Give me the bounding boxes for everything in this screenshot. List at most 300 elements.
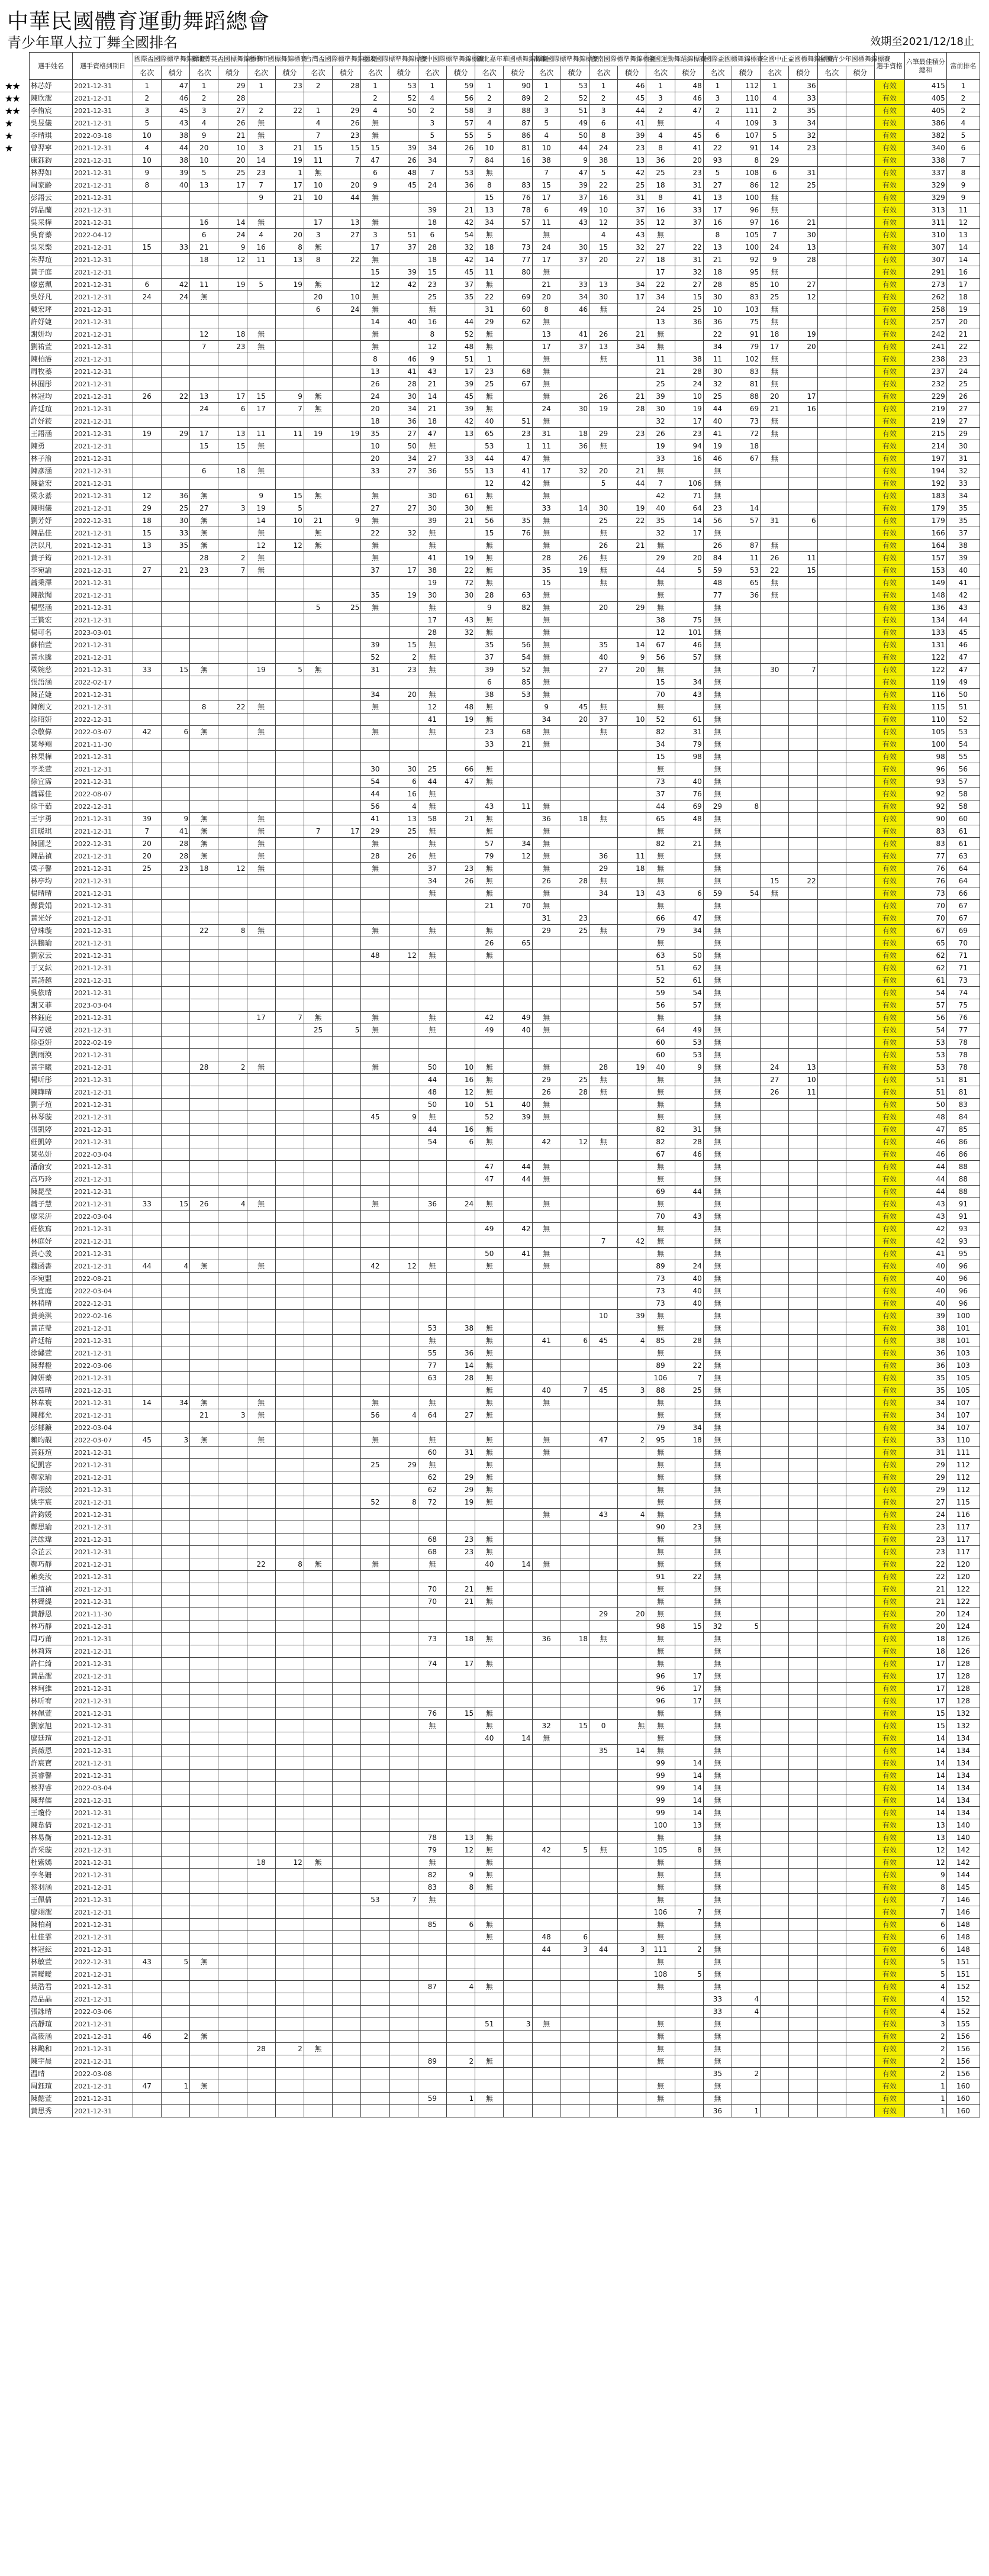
event-points: 30 bbox=[560, 403, 589, 415]
current-rank: 146 bbox=[946, 1894, 980, 1906]
event-rank: 13 bbox=[703, 192, 732, 204]
event-rank: 32 bbox=[646, 527, 675, 540]
event-points bbox=[846, 1422, 874, 1434]
event-rank: 9 bbox=[418, 353, 446, 366]
event-points: 83 bbox=[732, 366, 760, 378]
event-points bbox=[846, 217, 874, 229]
event-points bbox=[389, 1534, 418, 1546]
event-header: 亞太國際標準舞錦標賽 bbox=[361, 53, 418, 66]
event-rank: 26 bbox=[532, 875, 560, 887]
event-rank: 無 bbox=[646, 1919, 675, 1931]
total-header: 六筆最佳積分總和 bbox=[904, 53, 946, 80]
star-mark bbox=[4, 440, 29, 453]
event-rank: 27 bbox=[703, 179, 732, 192]
event-points: 48 bbox=[675, 80, 703, 92]
event-points bbox=[446, 1012, 475, 1024]
event-rank: 無 bbox=[703, 1770, 732, 1782]
event-points bbox=[846, 540, 874, 552]
event-points bbox=[504, 1124, 532, 1136]
event-points bbox=[789, 825, 817, 838]
star-mark bbox=[4, 887, 29, 900]
qualification-expiry: 2021-12-31 bbox=[73, 850, 133, 863]
event-points: 19 bbox=[218, 279, 247, 291]
event-points bbox=[389, 751, 418, 763]
event-points: 87 bbox=[732, 540, 760, 552]
event-rank bbox=[817, 1857, 846, 1869]
event-rank bbox=[589, 838, 617, 850]
event-points: 31 bbox=[618, 192, 646, 204]
event-points bbox=[446, 1670, 475, 1683]
table-row bbox=[4, 776, 980, 788]
event-rank bbox=[532, 763, 560, 776]
event-points bbox=[732, 701, 760, 714]
event-rank bbox=[304, 415, 332, 428]
event-points bbox=[846, 502, 874, 515]
event-points bbox=[504, 1322, 532, 1335]
event-rank: 11 bbox=[475, 266, 504, 279]
event-rank bbox=[475, 1148, 504, 1161]
qualification-status: 有效 bbox=[875, 1571, 905, 1583]
event-points bbox=[446, 1720, 475, 1732]
event-rank bbox=[190, 1621, 218, 1633]
event-points bbox=[732, 689, 760, 701]
event-points bbox=[732, 1819, 760, 1832]
event-rank bbox=[133, 1596, 161, 1608]
event-points bbox=[161, 1037, 189, 1049]
event-points bbox=[618, 552, 646, 564]
event-rank: 無 bbox=[190, 825, 218, 838]
event-rank bbox=[589, 1459, 617, 1471]
qualification-status: 有效 bbox=[875, 1235, 905, 1248]
total-points: 166 bbox=[904, 527, 946, 540]
event-rank bbox=[304, 1869, 332, 1881]
event-points: 27 bbox=[389, 428, 418, 440]
star-mark bbox=[4, 1745, 29, 1757]
event-rank: 22 bbox=[475, 291, 504, 304]
event-points bbox=[846, 1471, 874, 1484]
event-rank: 30 bbox=[703, 291, 732, 304]
qualification-status: 有效 bbox=[875, 477, 905, 490]
event-rank bbox=[190, 1683, 218, 1695]
event-points bbox=[618, 1633, 646, 1645]
event-points bbox=[333, 502, 361, 515]
qualification-status: 有效 bbox=[875, 192, 905, 204]
event-rank: 無 bbox=[646, 589, 675, 602]
event-rank bbox=[361, 1273, 389, 1285]
star-mark bbox=[4, 1273, 29, 1285]
event-rank bbox=[361, 900, 389, 912]
event-rank bbox=[247, 1471, 275, 1484]
event-rank bbox=[133, 341, 161, 353]
event-points: 87 bbox=[504, 117, 532, 130]
event-points bbox=[675, 825, 703, 838]
event-rank: 82 bbox=[418, 1869, 446, 1881]
event-rank bbox=[133, 1807, 161, 1819]
event-rank: 無 bbox=[418, 887, 446, 900]
event-points bbox=[675, 1409, 703, 1422]
event-rank bbox=[190, 676, 218, 689]
event-points bbox=[161, 1608, 189, 1621]
event-rank bbox=[247, 366, 275, 378]
event-rank bbox=[247, 875, 275, 887]
event-rank: 無 bbox=[646, 863, 675, 875]
table-row bbox=[4, 291, 980, 304]
total-points: 36 bbox=[904, 1360, 946, 1372]
event-rank bbox=[475, 1906, 504, 1919]
total-points: 46 bbox=[904, 1148, 946, 1161]
event-rank: 3 bbox=[589, 105, 617, 117]
athlete-name: 林子渝 bbox=[29, 453, 73, 465]
event-rank bbox=[761, 950, 789, 962]
event-points bbox=[504, 1844, 532, 1857]
event-points bbox=[618, 1148, 646, 1161]
event-points bbox=[504, 1471, 532, 1484]
event-points bbox=[275, 316, 304, 328]
event-rank bbox=[817, 800, 846, 813]
event-rank bbox=[418, 1695, 446, 1707]
event-rank bbox=[133, 217, 161, 229]
event-points bbox=[618, 266, 646, 279]
event-points: 52 bbox=[446, 328, 475, 341]
event-points bbox=[504, 1037, 532, 1049]
event-points bbox=[560, 1732, 589, 1745]
event-points bbox=[560, 602, 589, 614]
event-rank: 無 bbox=[475, 1633, 504, 1645]
event-rank: 56 bbox=[646, 651, 675, 664]
event-rank: 無 bbox=[532, 453, 560, 465]
event-points bbox=[389, 1210, 418, 1223]
event-rank bbox=[304, 1745, 332, 1757]
event-rank: 無 bbox=[475, 1707, 504, 1720]
star-mark bbox=[4, 1061, 29, 1074]
qualification-expiry: 2021-12-31 bbox=[73, 1061, 133, 1074]
event-points bbox=[161, 378, 189, 390]
star-mark bbox=[4, 1409, 29, 1422]
event-header: 新北嘉年華國標舞錦標賽 bbox=[475, 53, 532, 66]
event-points bbox=[333, 1546, 361, 1558]
event-points bbox=[504, 1447, 532, 1459]
qualification-expiry: 2021-12-31 bbox=[73, 142, 133, 154]
event-points bbox=[789, 1720, 817, 1732]
event-rank bbox=[761, 676, 789, 689]
qualification-expiry: 2021-12-31 bbox=[73, 974, 133, 987]
event-rank bbox=[133, 1720, 161, 1732]
qualification-expiry: 2021-12-31 bbox=[73, 1670, 133, 1683]
event-rank: 1 bbox=[247, 80, 275, 92]
event-rank: 22 bbox=[361, 527, 389, 540]
event-points bbox=[218, 1881, 247, 1894]
event-rank bbox=[589, 1596, 617, 1608]
event-rank bbox=[532, 1645, 560, 1658]
total-points: 67 bbox=[904, 925, 946, 937]
event-points: 108 bbox=[732, 167, 760, 179]
event-rank bbox=[304, 974, 332, 987]
event-points: 100 bbox=[732, 192, 760, 204]
event-rank bbox=[304, 1372, 332, 1384]
event-rank bbox=[817, 142, 846, 154]
event-rank: 51 bbox=[646, 962, 675, 974]
event-points bbox=[446, 937, 475, 950]
event-rank bbox=[304, 341, 332, 353]
event-points bbox=[161, 776, 189, 788]
event-rank bbox=[817, 614, 846, 627]
event-points: 35 bbox=[504, 515, 532, 527]
event-rank: 無 bbox=[646, 1223, 675, 1235]
event-rank: 26 bbox=[190, 1198, 218, 1210]
event-points bbox=[218, 714, 247, 726]
event-points bbox=[846, 1794, 874, 1807]
qualification-status: 有效 bbox=[875, 1186, 905, 1198]
event-points: 20 bbox=[675, 552, 703, 564]
event-points bbox=[618, 304, 646, 316]
event-points bbox=[161, 1459, 189, 1471]
event-rank bbox=[247, 1223, 275, 1235]
event-rank: 29 bbox=[589, 428, 617, 440]
event-rank: 無 bbox=[532, 1260, 560, 1273]
event-rank bbox=[304, 1235, 332, 1248]
event-points bbox=[789, 1434, 817, 1447]
qualification-status: 有效 bbox=[875, 179, 905, 192]
event-rank bbox=[361, 1310, 389, 1322]
event-rank: 30 bbox=[418, 502, 446, 515]
event-rank: 無 bbox=[703, 1285, 732, 1297]
event-rank bbox=[304, 1447, 332, 1459]
event-points bbox=[789, 1521, 817, 1534]
event-rank bbox=[817, 1819, 846, 1832]
event-rank: 41 bbox=[418, 714, 446, 726]
event-rank bbox=[133, 999, 161, 1012]
event-points bbox=[161, 614, 189, 627]
event-rank bbox=[304, 204, 332, 217]
event-rank bbox=[304, 863, 332, 875]
event-rank bbox=[247, 1148, 275, 1161]
event-rank: 33 bbox=[133, 664, 161, 676]
event-rank: 無 bbox=[247, 341, 275, 353]
event-points bbox=[732, 912, 760, 925]
event-rank bbox=[532, 1596, 560, 1608]
event-rank bbox=[589, 1409, 617, 1422]
event-points bbox=[789, 1931, 817, 1944]
event-rank bbox=[361, 1596, 389, 1608]
event-rank bbox=[304, 1136, 332, 1148]
event-points: 57 bbox=[446, 117, 475, 130]
qualification-status: 有效 bbox=[875, 540, 905, 552]
star-mark bbox=[4, 950, 29, 962]
qualification-status: 有效 bbox=[875, 92, 905, 105]
qualification-expiry: 2021-12-31 bbox=[73, 1794, 133, 1807]
total-points: 56 bbox=[904, 1012, 946, 1024]
event-points bbox=[161, 1658, 189, 1670]
event-points bbox=[732, 1297, 760, 1310]
event-points bbox=[560, 1322, 589, 1335]
event-rank bbox=[532, 1534, 560, 1546]
qualification-expiry: 2022-03-07 bbox=[73, 1434, 133, 1447]
event-points: 63 bbox=[504, 589, 532, 602]
event-rank bbox=[589, 974, 617, 987]
event-points bbox=[732, 1285, 760, 1297]
event-points bbox=[389, 676, 418, 689]
qualification-status: 有效 bbox=[875, 850, 905, 863]
table-row bbox=[4, 1248, 980, 1260]
event-points bbox=[560, 1509, 589, 1521]
event-points bbox=[389, 1732, 418, 1745]
event-points bbox=[446, 1434, 475, 1447]
event-rank bbox=[361, 1919, 389, 1931]
star-mark bbox=[4, 1297, 29, 1310]
table-row bbox=[4, 1335, 980, 1347]
event-points bbox=[161, 1310, 189, 1322]
event-points bbox=[161, 937, 189, 950]
event-points bbox=[732, 651, 760, 664]
event-points bbox=[504, 1235, 532, 1248]
event-points bbox=[732, 1024, 760, 1037]
event-rank: 無 bbox=[475, 1397, 504, 1409]
event-rank: 無 bbox=[475, 403, 504, 415]
event-points bbox=[161, 1807, 189, 1819]
qualification-status: 有效 bbox=[875, 639, 905, 651]
event-points bbox=[789, 1757, 817, 1770]
event-points bbox=[846, 490, 874, 502]
event-rank: 無 bbox=[703, 1037, 732, 1049]
event-rank bbox=[133, 1534, 161, 1546]
event-rank: 無 bbox=[646, 1596, 675, 1608]
event-rank bbox=[418, 1906, 446, 1919]
event-points: 30 bbox=[161, 515, 189, 527]
event-points bbox=[218, 813, 247, 825]
rank-subheader: 名次 bbox=[190, 66, 218, 80]
event-rank bbox=[247, 900, 275, 912]
event-points bbox=[846, 1161, 874, 1173]
event-rank: 無 bbox=[190, 515, 218, 527]
total-points: 116 bbox=[904, 689, 946, 701]
star-mark bbox=[4, 1310, 29, 1322]
event-rank bbox=[817, 1596, 846, 1608]
star-mark bbox=[4, 1111, 29, 1124]
athlete-name: 劉家旭 bbox=[29, 1720, 73, 1732]
event-rank: 50 bbox=[475, 1248, 504, 1260]
event-rank: 1 bbox=[589, 80, 617, 92]
event-rank: 無 bbox=[646, 1608, 675, 1621]
star-mark bbox=[4, 1136, 29, 1148]
event-rank bbox=[817, 1471, 846, 1484]
event-rank bbox=[190, 1919, 218, 1931]
current-rank: 27 bbox=[946, 415, 980, 428]
event-rank: 無 bbox=[703, 1807, 732, 1819]
event-rank: 無 bbox=[532, 1111, 560, 1124]
event-points bbox=[675, 1322, 703, 1335]
current-rank: 51 bbox=[946, 701, 980, 714]
event-rank bbox=[361, 1347, 389, 1360]
event-rank: 26 bbox=[703, 540, 732, 552]
event-rank bbox=[589, 676, 617, 689]
table-row bbox=[4, 241, 980, 254]
event-points bbox=[789, 1186, 817, 1198]
event-rank: 30 bbox=[418, 589, 446, 602]
event-points bbox=[560, 1534, 589, 1546]
event-rank: 無 bbox=[646, 1894, 675, 1906]
event-points: 11 bbox=[789, 1086, 817, 1099]
event-points bbox=[618, 1484, 646, 1496]
event-rank bbox=[817, 254, 846, 266]
event-rank bbox=[817, 1372, 846, 1384]
event-points bbox=[218, 1558, 247, 1571]
qualification-expiry: 2021-12-31 bbox=[73, 564, 133, 577]
event-rank: 無 bbox=[703, 751, 732, 763]
event-points: 41 bbox=[675, 192, 703, 204]
event-rank: 無 bbox=[247, 863, 275, 875]
event-points bbox=[675, 328, 703, 341]
event-rank bbox=[190, 589, 218, 602]
athlete-name: 徐繡萱 bbox=[29, 1347, 73, 1360]
total-points: 238 bbox=[904, 353, 946, 366]
event-rank bbox=[761, 714, 789, 726]
event-rank: 41 bbox=[418, 552, 446, 564]
event-rank bbox=[247, 1372, 275, 1384]
total-points: 73 bbox=[904, 887, 946, 900]
event-rank bbox=[817, 1558, 846, 1571]
event-rank bbox=[361, 1732, 389, 1745]
event-rank bbox=[133, 1658, 161, 1670]
qualification-status: 有效 bbox=[875, 1347, 905, 1360]
star-mark bbox=[4, 602, 29, 614]
table-row bbox=[4, 1658, 980, 1670]
event-rank bbox=[133, 1819, 161, 1832]
event-rank bbox=[817, 900, 846, 912]
event-points bbox=[446, 1782, 475, 1794]
event-rank: 20 bbox=[589, 602, 617, 614]
event-points bbox=[789, 1621, 817, 1633]
event-rank bbox=[817, 1198, 846, 1210]
event-rank: 無 bbox=[475, 1869, 504, 1881]
event-rank bbox=[761, 813, 789, 825]
current-rank: 78 bbox=[946, 1037, 980, 1049]
event-rank bbox=[190, 1670, 218, 1683]
event-points bbox=[389, 1906, 418, 1919]
event-rank: 39 bbox=[133, 813, 161, 825]
event-points: 62 bbox=[675, 962, 703, 974]
event-rank bbox=[190, 1707, 218, 1720]
event-points: 18 bbox=[560, 428, 589, 440]
event-rank bbox=[589, 1695, 617, 1707]
event-rank: 30 bbox=[761, 664, 789, 676]
event-rank: 4 bbox=[761, 92, 789, 105]
event-points bbox=[161, 1832, 189, 1844]
event-rank bbox=[817, 1571, 846, 1583]
event-points bbox=[846, 937, 874, 950]
event-points bbox=[333, 1794, 361, 1807]
event-points: 5 bbox=[275, 664, 304, 676]
event-points bbox=[846, 1012, 874, 1024]
event-rank bbox=[817, 639, 846, 651]
qualification-status: 有效 bbox=[875, 1409, 905, 1422]
event-points bbox=[218, 1124, 247, 1136]
event-rank bbox=[247, 589, 275, 602]
qualification-expiry: 2021-12-31 bbox=[73, 875, 133, 887]
event-points bbox=[218, 1086, 247, 1099]
qualification-expiry: 2021-12-31 bbox=[73, 1658, 133, 1670]
event-rank: 20 bbox=[190, 142, 218, 154]
event-rank bbox=[190, 788, 218, 800]
event-points bbox=[218, 1297, 247, 1310]
star-mark bbox=[4, 974, 29, 987]
qualification-expiry: 2021-12-31 bbox=[73, 1447, 133, 1459]
table-row bbox=[4, 527, 980, 540]
event-rank: 11 bbox=[247, 428, 275, 440]
athlete-name: 許鈞媛 bbox=[29, 1509, 73, 1521]
event-points: 18 bbox=[446, 1633, 475, 1645]
event-rank bbox=[190, 1782, 218, 1794]
event-points bbox=[732, 1012, 760, 1024]
